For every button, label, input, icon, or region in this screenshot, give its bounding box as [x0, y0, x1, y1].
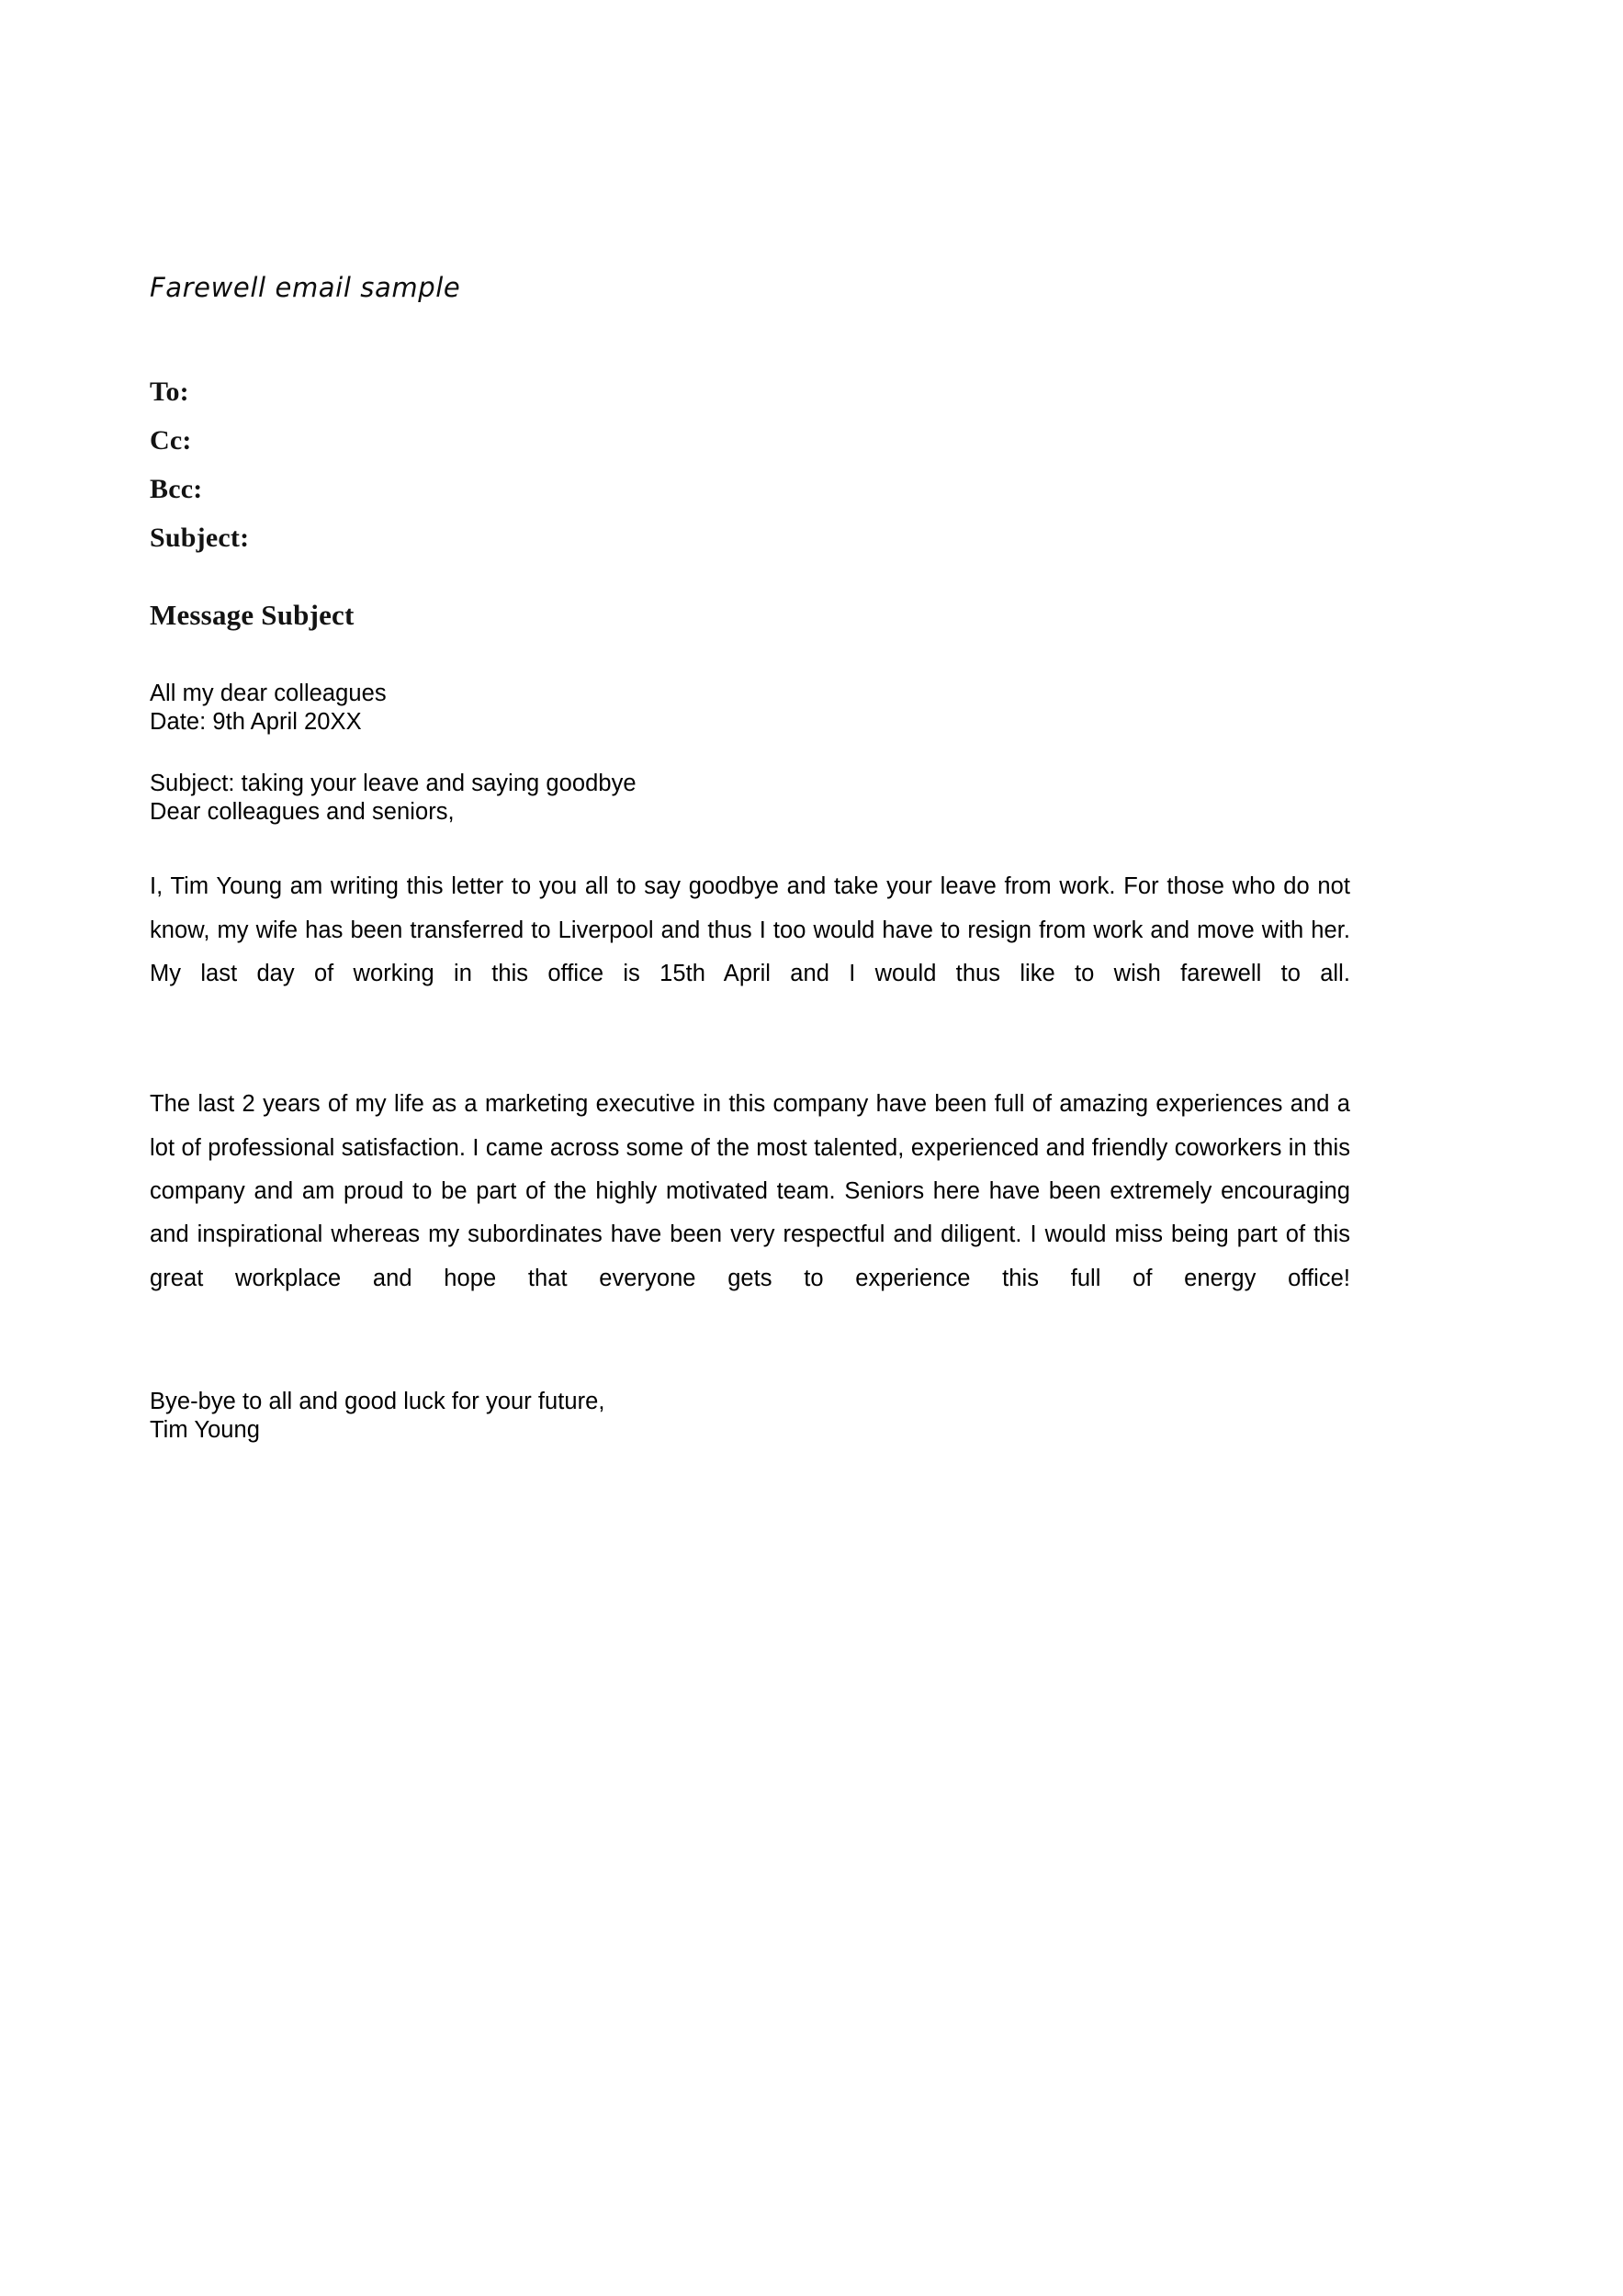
spacer	[150, 827, 1350, 865]
email-header-fields	[150, 304, 1350, 552]
document-title: Farewell email sample	[150, 272, 461, 303]
spacer	[150, 1039, 1350, 1083]
body-paragraph-2: The last 2 years of my life as a marketing executive in this company have been full of amazing experiences and a lot of professional satisfaction. I came across some of the most talented, experienced and friendly coworkers in this company and am proud to be part of the highly motivated team. Seniors here have been extremely encouraging and inspirational whereas my subordinates have been very respectful and diligent. I would miss being part of this great workplace and hope that everyone gets to experience this full of energy office!	[150, 1091, 1350, 1291]
spacer	[150, 737, 1350, 770]
field-label-cc: Cc:	[150, 424, 192, 456]
body-salutation: Dear colleagues and seniors,	[150, 799, 455, 826]
message-subject-heading: Message Subject	[150, 598, 355, 631]
body-closing-line: Bye-bye to all and good luck for your future,	[150, 1389, 605, 1415]
field-label-subject: Subject:	[150, 522, 250, 553]
body-date-line: Date: 9th April 20XX	[150, 708, 362, 735]
field-label-bcc: Bcc:	[150, 473, 203, 504]
spacer	[150, 1344, 1350, 1388]
document-content	[150, 0, 1350, 1445]
email-body	[150, 629, 1350, 1446]
field-label-to: To:	[150, 376, 189, 407]
body-signature-name: Tim Young	[150, 1417, 261, 1444]
body-paragraph-1: I, Tim Young am writing this letter to you all to say goodbye and take your leave from work. For those who do not know, my wife has been transferred to Liverpool and thus I too would have to resign from work and move with her. My last day of working in this office is 15th April and I would thus like to wish farewell to all.	[150, 873, 1350, 986]
body-subject-line: Subject: taking your leave and saying goodbye	[150, 771, 637, 797]
body-greeting: All my dear colleagues	[150, 680, 387, 706]
